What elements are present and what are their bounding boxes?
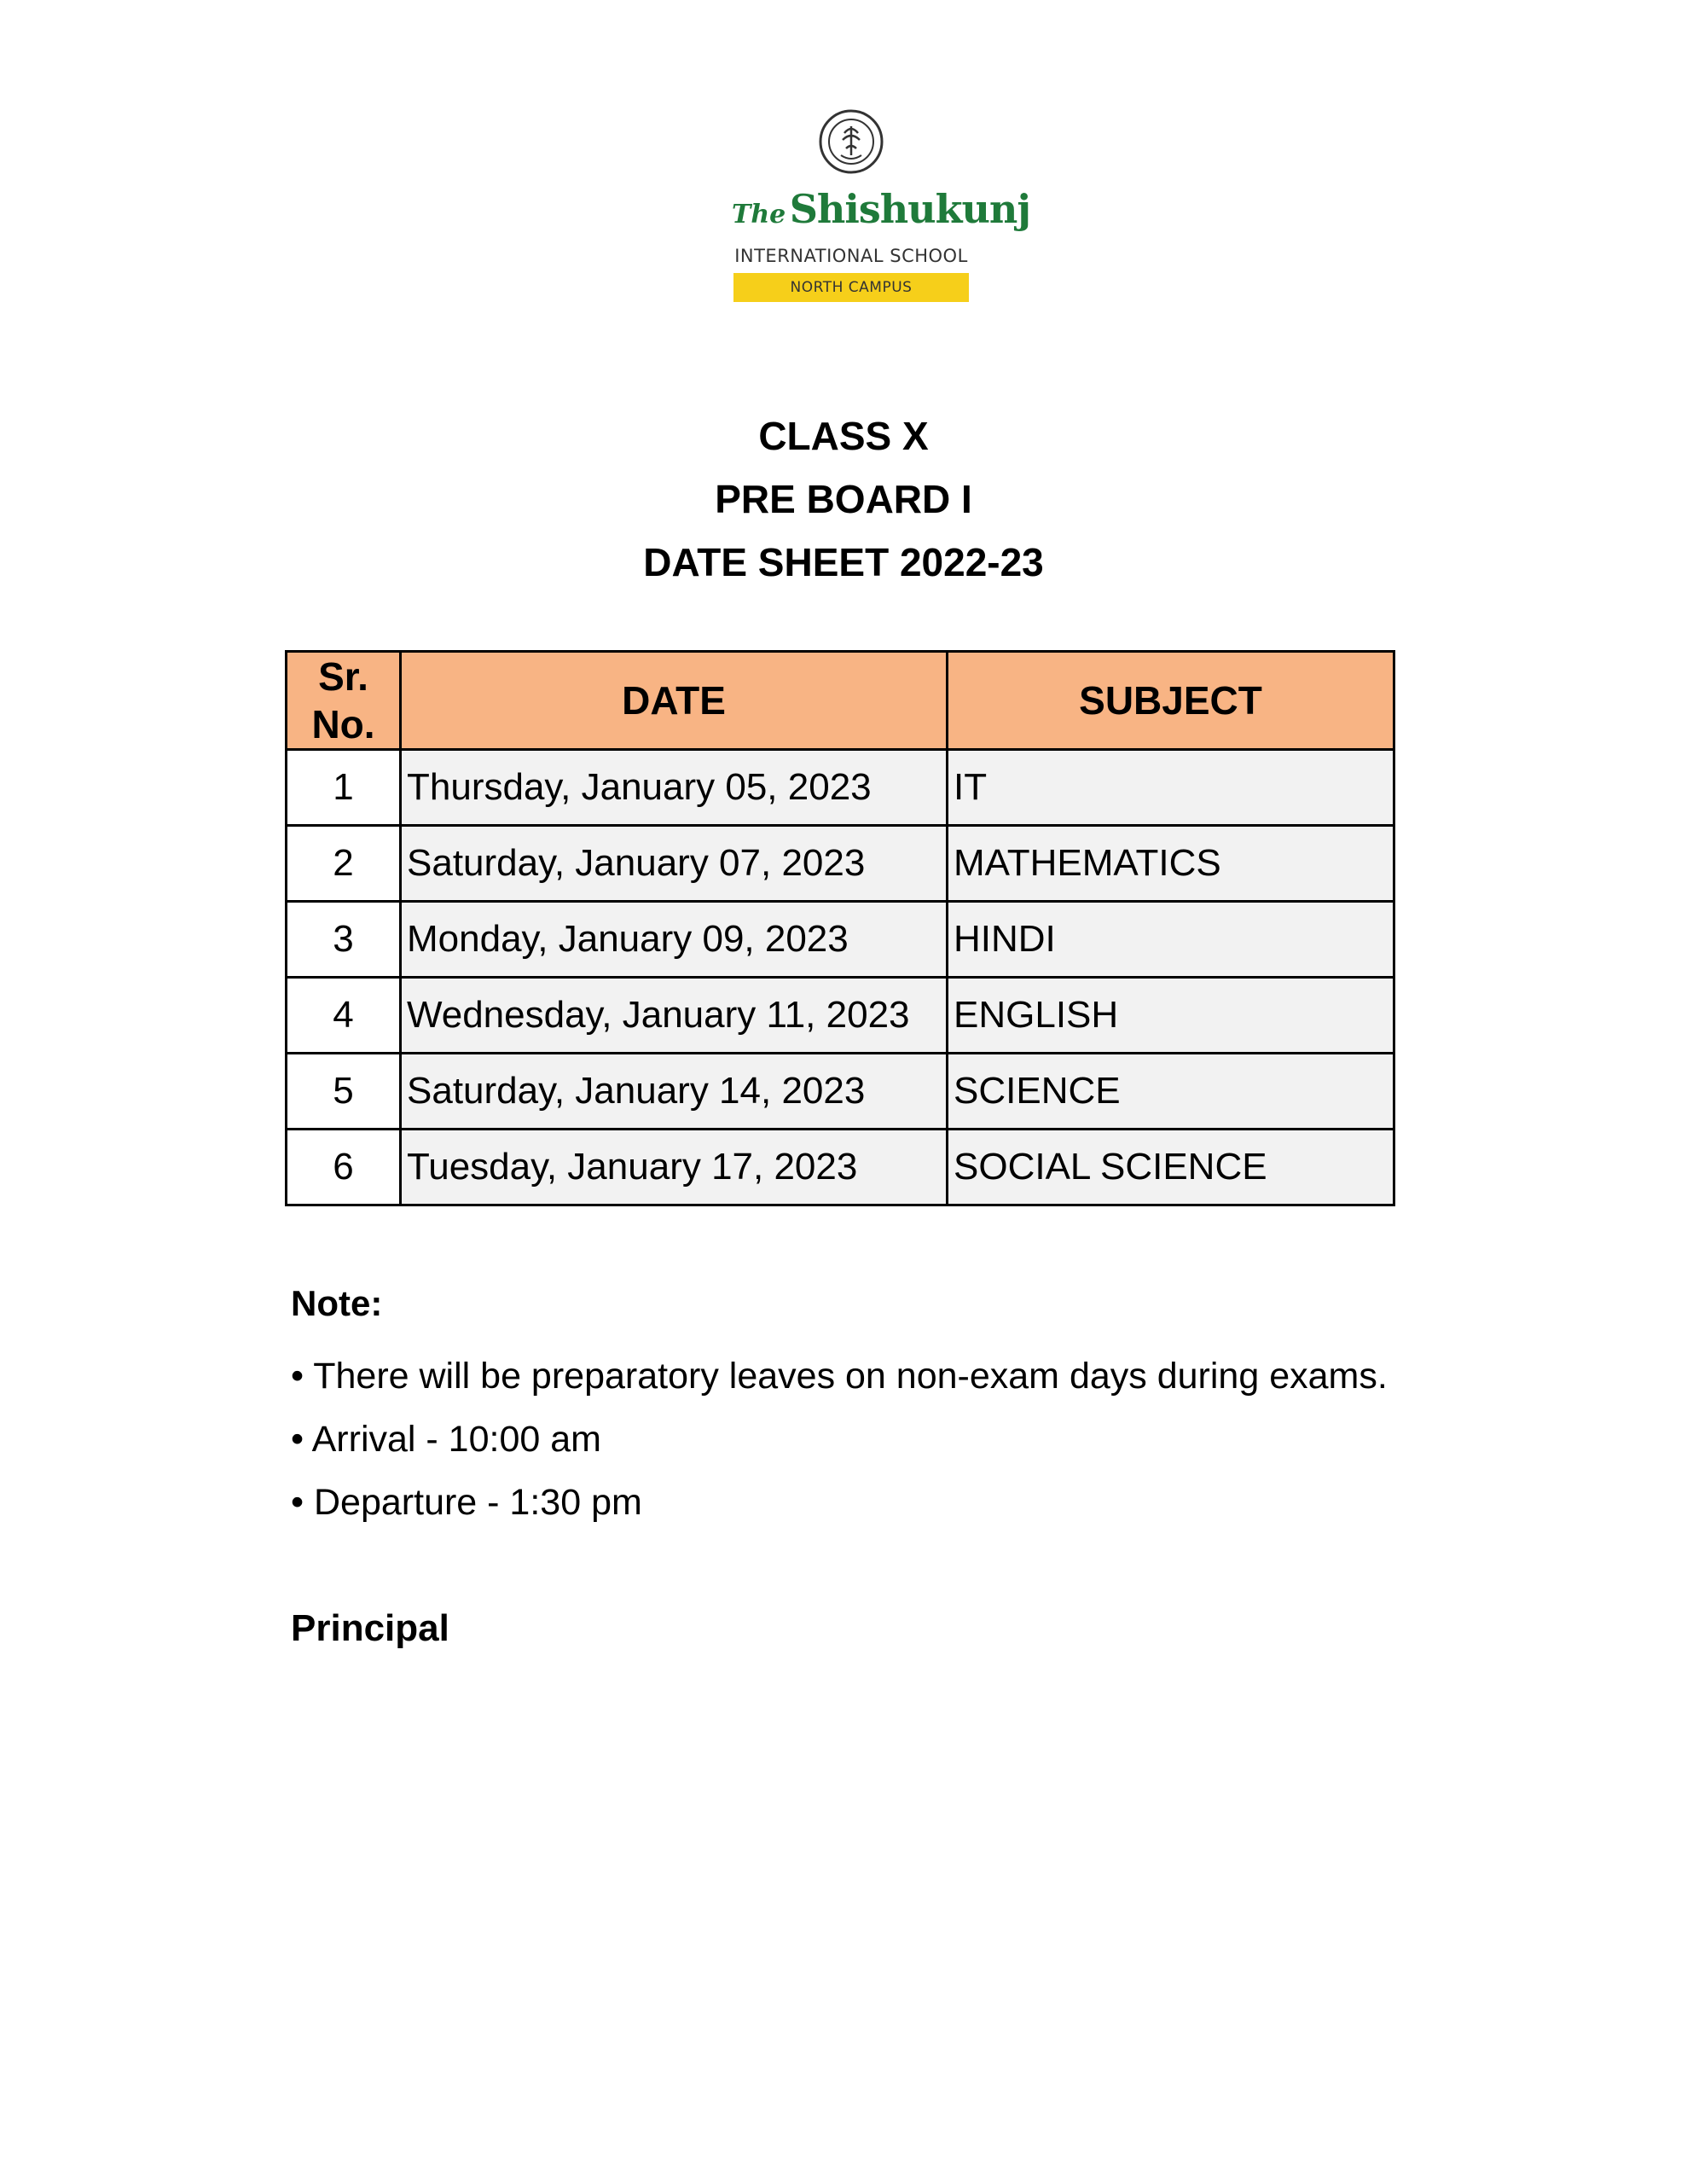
col-header-sr-no: Sr. No. <box>287 652 401 750</box>
table-row <box>287 826 1394 902</box>
table-row <box>287 750 1394 826</box>
school-logo <box>732 109 1031 305</box>
cell-sr-no: 4 <box>287 978 401 1054</box>
cell-sr-no: 1 <box>287 750 401 826</box>
table-row <box>287 1130 1394 1205</box>
note-item: • Departure - 1:30 pm <box>291 1482 642 1523</box>
exam-heading: PRE BOARD I <box>715 477 972 521</box>
logo-prefix: The <box>732 200 786 229</box>
cell-sr-no: 5 <box>287 1054 401 1130</box>
col-header-date: DATE <box>401 652 948 750</box>
cell-date: Wednesday, January 11, 2023 <box>401 978 948 1054</box>
logo-wordmark <box>732 186 1031 232</box>
cell-subject: MATHEMATICS <box>948 826 1394 902</box>
cell-date: Saturday, January 14, 2023 <box>401 1054 948 1130</box>
logo-subtitle: INTERNATIONAL SCHOOL <box>734 246 968 266</box>
cell-subject: HINDI <box>948 902 1394 978</box>
cell-date: Thursday, January 05, 2023 <box>401 750 948 826</box>
note-title: Note: <box>291 1283 383 1323</box>
note-list <box>291 1355 1388 1544</box>
logo-name: Shishukunj <box>789 186 1031 232</box>
cell-subject: SOCIAL SCIENCE <box>948 1130 1394 1205</box>
cell-sr-no: 6 <box>287 1130 401 1205</box>
table-header-row <box>287 652 1394 750</box>
signature-label: Principal <box>291 1607 449 1649</box>
note-item: • There will be preparatory leaves on non-exam days during exams. <box>291 1356 1388 1397</box>
cell-sr-no: 2 <box>287 826 401 902</box>
datesheet-table <box>285 650 1395 1206</box>
cell-date: Monday, January 09, 2023 <box>401 902 948 978</box>
table-row <box>287 978 1394 1054</box>
cell-subject: SCIENCE <box>948 1054 1394 1130</box>
cell-subject: ENGLISH <box>948 978 1394 1054</box>
table-row <box>287 902 1394 978</box>
class-heading: CLASS X <box>758 414 929 458</box>
note-item: • Arrival - 10:00 am <box>291 1419 601 1460</box>
cell-subject: IT <box>948 750 1394 826</box>
table-row <box>287 1054 1394 1130</box>
cell-date: Tuesday, January 17, 2023 <box>401 1130 948 1205</box>
col-header-subject: SUBJECT <box>948 652 1394 750</box>
cell-date: Saturday, January 07, 2023 <box>401 826 948 902</box>
logo-campus-band: NORTH CAMPUS <box>733 273 969 302</box>
datesheet-heading: DATE SHEET 2022-23 <box>643 540 1044 584</box>
cell-sr-no: 3 <box>287 902 401 978</box>
school-emblem-icon <box>819 109 884 174</box>
